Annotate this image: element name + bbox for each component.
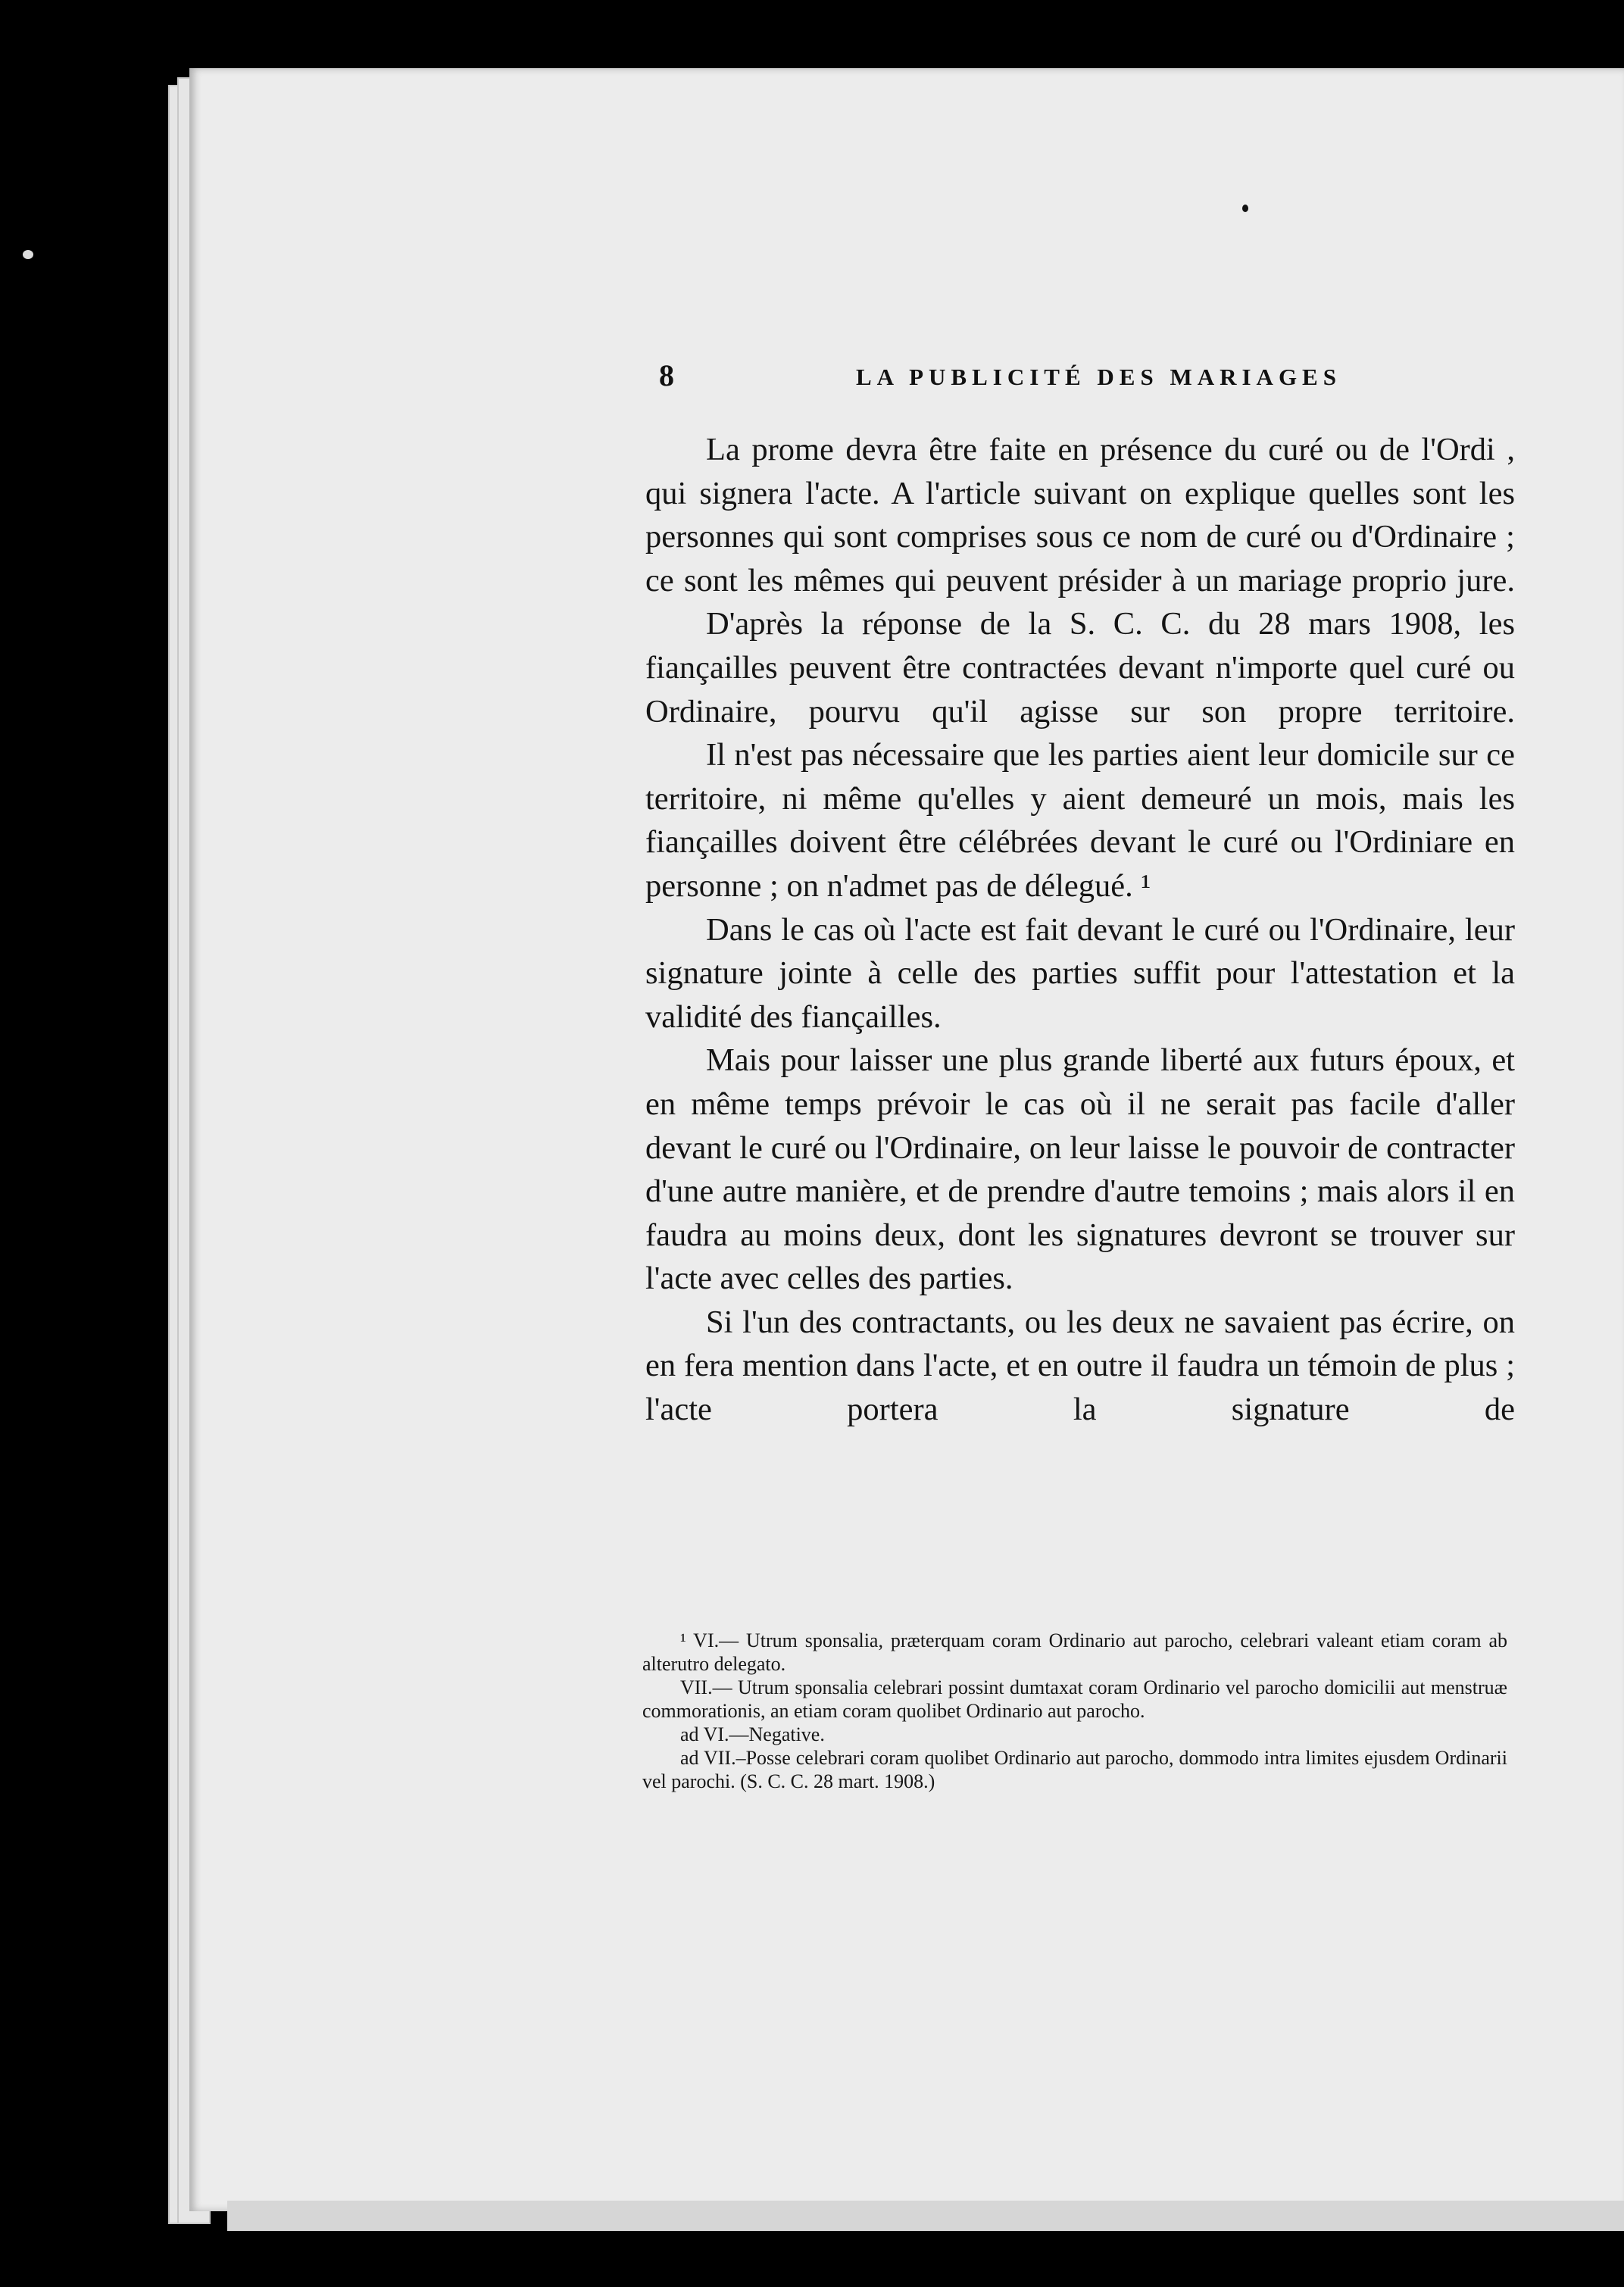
body-text [645,428,1515,1432]
footnotes [642,1629,1507,1793]
paragraph: Si l'un des contractants, ou les deux ne savaient pas écrire, on en fera mention dans l'acte, et en outre il faudra un témoin de plus ; l'acte portera la signature de [645,1304,1515,1428]
dust-speck [23,250,33,259]
running-head: LA PUBLICITÉ DES MARIAGES [856,364,1341,390]
footnote: ¹ VI.— Utrum sponsalia, præterquam coram Ordinario aut parocho, celebrari valeant etiam coram ab alterutro delegato. [642,1629,1507,1675]
page-number: 8 [659,358,674,392]
page-edge [227,2201,1624,2231]
dust-speck [1242,205,1248,212]
footnote: VII.— Utrum sponsalia celebrari possint dumtaxat coram Ordinario vel parocho domicilii aut menstruæ commorationis, an etiam coram quolibet Ordinario aut parocho. [642,1676,1507,1722]
paragraph: Mais pour laisser une plus grande liberté aux futurs époux, et en même temps prévoir le cas où il ne serait pas facile d'aller devant le curé ou l'Ordinaire, on leur laisse le pouvoir de contracter d'une autre manière, et de prendre d'autre temoins ; mais alors il en faudra au moins deux, dont les signatures devront se trouver sur l'acte avec celles des parties. [645,1042,1515,1297]
paragraph: D'après la réponse de la S. C. C. du 28 mars 1908, les fiançailles peuvent être contractées devant n'importe quel curé ou Ordinaire, pourvu qu'il agisse sur son propre territoire. [645,606,1515,730]
paragraph: Dans le cas où l'acte est fait devant le curé ou l'Ordinaire, leur signature jointe à celle des parties suffit pour l'attestation et la validité des fiançailles. [645,911,1515,1035]
page-header [659,358,1507,403]
paragraph: La prome devra être faite en présence du curé ou de l'Ordi , qui signera l'acte. A l'article suivant on explique quelles sont les personnes qui sont comprises sous ce nom de curé ou d'Ordinaire ; ce sont les mêmes qui peuvent présider à un mariage proprio jure. [645,432,1515,598]
paragraph: Il n'est pas nécessaire que les parties aient leur domicile sur ce territoire, ni même qu'elles y aient demeuré un mois, mais les fiançailles doivent être célébrées devant le curé ou l'Ordiniare en personne ; on n'admet pas de délegué. ¹ [645,737,1515,904]
footnote: ad VII.–Posse celebrari coram quolibet Ordinario aut parocho, dommodo intra limites ejusdem Ordinarii vel parochi. (S. C. C. 28 mart. 1908.) [642,1747,1507,1792]
footnote: ad VI.—Negative. [680,1723,825,1745]
